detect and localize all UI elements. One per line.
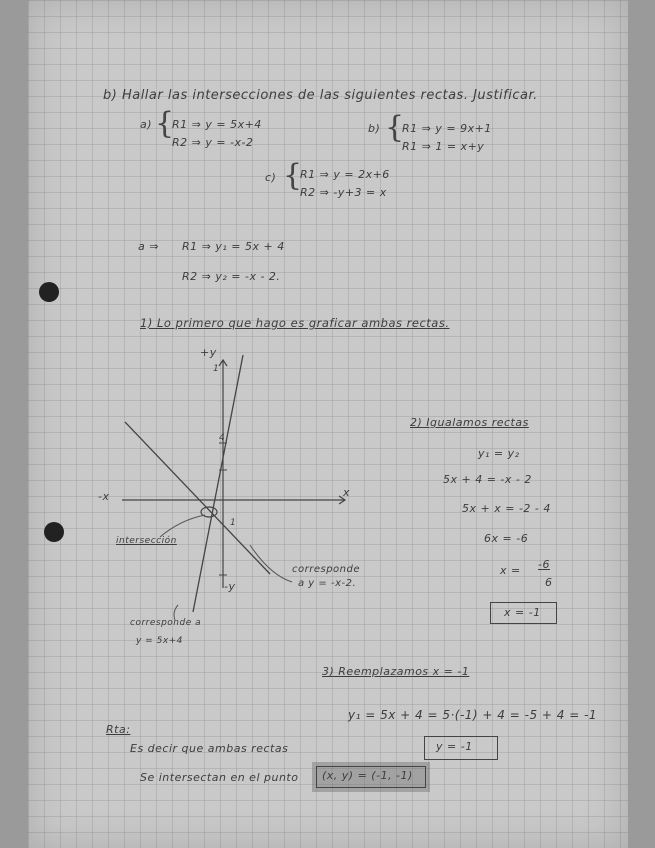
label-corresponde-r2-b: a y = -x-2. <box>298 578 357 589</box>
r2-pointer <box>250 545 292 582</box>
system-a-brace: { <box>155 106 175 141</box>
intersection-pointer <box>160 515 205 537</box>
eq-4: 6x = -6 <box>484 532 529 545</box>
case-a-arrow: a ⇒ <box>138 240 159 253</box>
system-b-r1: R1 ⇒ y = 9x+1 <box>402 122 492 135</box>
system-c-label: c) <box>265 171 277 184</box>
graph-x-pos: x <box>343 486 351 499</box>
eq-5-num: -6 <box>538 558 550 571</box>
graph-tick-y2: 4 <box>219 433 226 443</box>
system-a-r1: R1 ⇒ y = 5x+4 <box>172 118 262 131</box>
step-2-title: 2) Igualamos rectas <box>410 416 529 429</box>
result-y: y = -1 <box>436 740 473 753</box>
system-c-r1: R1 ⇒ y = 2x+6 <box>300 168 390 181</box>
label-corresponde-r1-a: corresponde a <box>130 618 202 628</box>
step-3: 3) Reemplazamos x = -1 <box>322 665 470 678</box>
line-r1: R1 ⇒ y₁ = 5x + 4 <box>182 240 285 253</box>
system-c-r2: R2 ⇒ -y+3 = x <box>300 186 387 199</box>
system-b-r2: R1 ⇒ 1 = x+y <box>402 140 485 153</box>
graph-tick-x: 1 <box>230 518 237 528</box>
eq-5-den: 6 <box>545 576 553 589</box>
graph-y-neg: -y <box>224 580 236 593</box>
step-1: 1) Lo primero que hago es graficar ambas rectas. <box>140 316 450 330</box>
system-b-label: b) <box>368 122 381 135</box>
label-corresponde-r2-a: corresponde <box>292 564 361 575</box>
result-point: (x, y) = (-1, -1) <box>322 769 413 782</box>
line-r2: R2 ⇒ y₂ = -x - 2. <box>182 270 281 283</box>
graph-x-neg: -x <box>98 490 110 503</box>
substitution: y₁ = 5x + 4 = 5·(-1) + 4 = -5 + 4 = -1 <box>348 708 598 722</box>
graph-y-pos: +y <box>200 346 217 359</box>
system-c-brace: { <box>283 158 303 193</box>
graph-tick-y1: 1 <box>213 364 220 374</box>
system-a-r2: R2 ⇒ y = -x-2 <box>172 136 254 149</box>
eq-1: y₁ = y₂ <box>478 447 520 460</box>
exercise-title: b) Hallar las intersecciones de las siguientes rectas. Justificar. <box>103 88 538 103</box>
label-interseccion: intersección <box>116 536 177 546</box>
rta-label: Rta: <box>106 723 131 736</box>
system-a-label: a) <box>140 118 153 131</box>
eq-6: x = -1 <box>504 606 541 619</box>
label-corresponde-r1-b: y = 5x+4 <box>136 636 183 646</box>
line-r2-plot <box>125 422 270 574</box>
eq-3: 5x + x = -2 - 4 <box>462 502 551 515</box>
conclusion-2: Se intersectan en el punto <box>140 771 299 784</box>
line-r1-plot <box>193 355 243 612</box>
eq-2: 5x + 4 = -x - 2 <box>443 473 532 486</box>
eq-5-left: x = <box>500 564 521 577</box>
system-b-brace: { <box>385 110 405 145</box>
conclusion-1: Es decir que ambas rectas <box>130 742 289 755</box>
